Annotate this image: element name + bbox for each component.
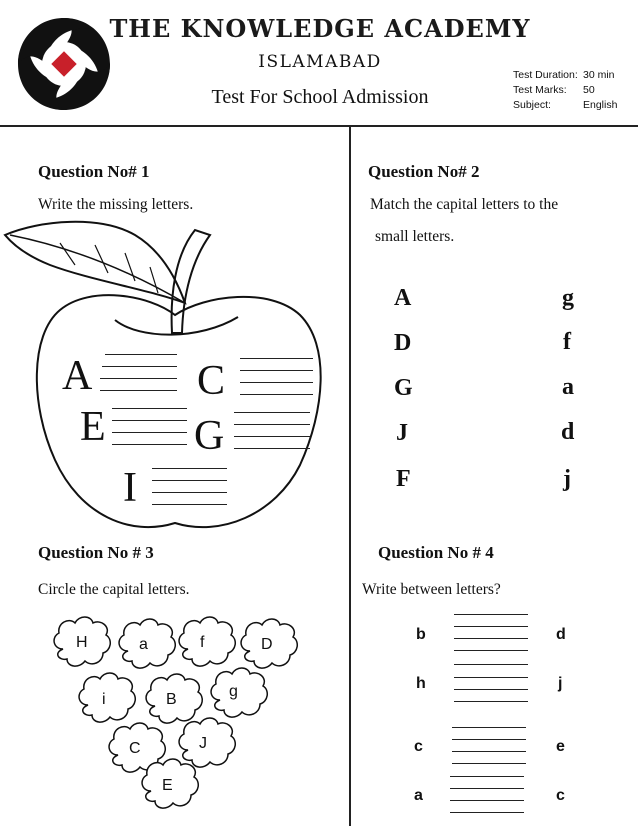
answer-line[interactable] — [452, 727, 526, 728]
cloud-shape — [179, 718, 235, 767]
q2-title: Question No# 2 — [368, 162, 480, 181]
cloud-letter[interactable]: g — [229, 683, 238, 700]
cloud-letter[interactable]: f — [200, 634, 205, 651]
apple-letter-g: G — [194, 413, 225, 459]
q3-instruction: Circle the capital letters. — [38, 581, 190, 598]
apple-letter-i: I — [123, 465, 137, 511]
academy-city: ISLAMABAD — [258, 52, 382, 72]
match-small[interactable]: a — [562, 374, 574, 400]
answer-line[interactable] — [450, 812, 524, 813]
match-capital[interactable]: D — [394, 330, 412, 356]
answer-line[interactable] — [454, 650, 528, 651]
q4-left-letter: b — [416, 626, 426, 643]
cloud-shape — [211, 668, 267, 717]
apple-letter-a: A — [62, 353, 93, 399]
q3-title: Question No # 3 — [38, 543, 154, 562]
apple-letter-c: C — [197, 358, 226, 404]
answer-line[interactable] — [454, 677, 528, 678]
answer-line[interactable] — [450, 788, 524, 789]
cloud-letter[interactable]: i — [102, 691, 106, 708]
cloud-shape — [179, 617, 235, 666]
q4-left-letter: a — [414, 787, 423, 804]
answer-line[interactable] — [452, 739, 526, 740]
academy-name: THE KNOWLEDGE ACADEMY — [109, 14, 531, 43]
q4-instruction: Write between letters? — [362, 581, 501, 598]
answer-line[interactable] — [454, 664, 528, 665]
answer-line[interactable] — [450, 800, 524, 801]
meta-marks: Test Marks: 50 — [513, 84, 595, 96]
match-capital[interactable]: A — [394, 285, 412, 311]
answer-line[interactable] — [454, 701, 528, 702]
answer-line[interactable] — [452, 751, 526, 752]
q2-instruction-line2: small letters. — [375, 228, 455, 245]
q4-left-letter: c — [414, 738, 423, 755]
answer-line[interactable] — [450, 776, 524, 777]
cloud-letter[interactable]: H — [76, 634, 88, 651]
answer-line[interactable] — [454, 626, 528, 627]
match-capital[interactable]: F — [396, 466, 411, 492]
cloud-letter[interactable]: C — [129, 740, 141, 757]
q1-instruction: Write the missing letters. — [38, 196, 194, 213]
match-small[interactable]: j — [563, 466, 571, 492]
q4-left-letter: h — [416, 675, 426, 692]
q4-title: Question No # 4 — [378, 543, 494, 562]
q4-right-letter: j — [558, 675, 563, 692]
meta-subject: Subject: English — [513, 99, 618, 111]
q4-right-letter: c — [556, 787, 565, 804]
cloud-letter[interactable]: B — [166, 691, 177, 708]
q2-instruction-line1: Match the capital letters to the — [370, 196, 559, 213]
apple-letter-e: E — [80, 404, 106, 450]
match-small[interactable]: g — [562, 285, 574, 311]
match-capital[interactable]: J — [396, 420, 408, 446]
answer-line[interactable] — [454, 638, 528, 639]
cloud-shape — [79, 673, 135, 722]
cloud-letter[interactable]: D — [261, 636, 273, 653]
match-capital[interactable]: G — [394, 375, 413, 401]
cloud-letter[interactable]: a — [139, 636, 148, 653]
meta-duration: Test Duration: 30 min — [513, 69, 615, 81]
cloud-letter[interactable]: E — [162, 777, 173, 794]
answer-line[interactable] — [452, 763, 526, 764]
cloud-letter[interactable]: J — [199, 735, 207, 752]
q1-title: Question No# 1 — [38, 162, 150, 181]
match-small[interactable]: f — [563, 329, 571, 355]
answer-line[interactable] — [454, 614, 528, 615]
answer-line[interactable] — [454, 689, 528, 690]
q4-right-letter: d — [556, 626, 566, 643]
test-meta — [513, 68, 617, 113]
match-small[interactable]: d — [561, 419, 575, 445]
q4-right-letter: e — [556, 738, 565, 755]
test-title: Test For School Admission — [211, 86, 429, 108]
